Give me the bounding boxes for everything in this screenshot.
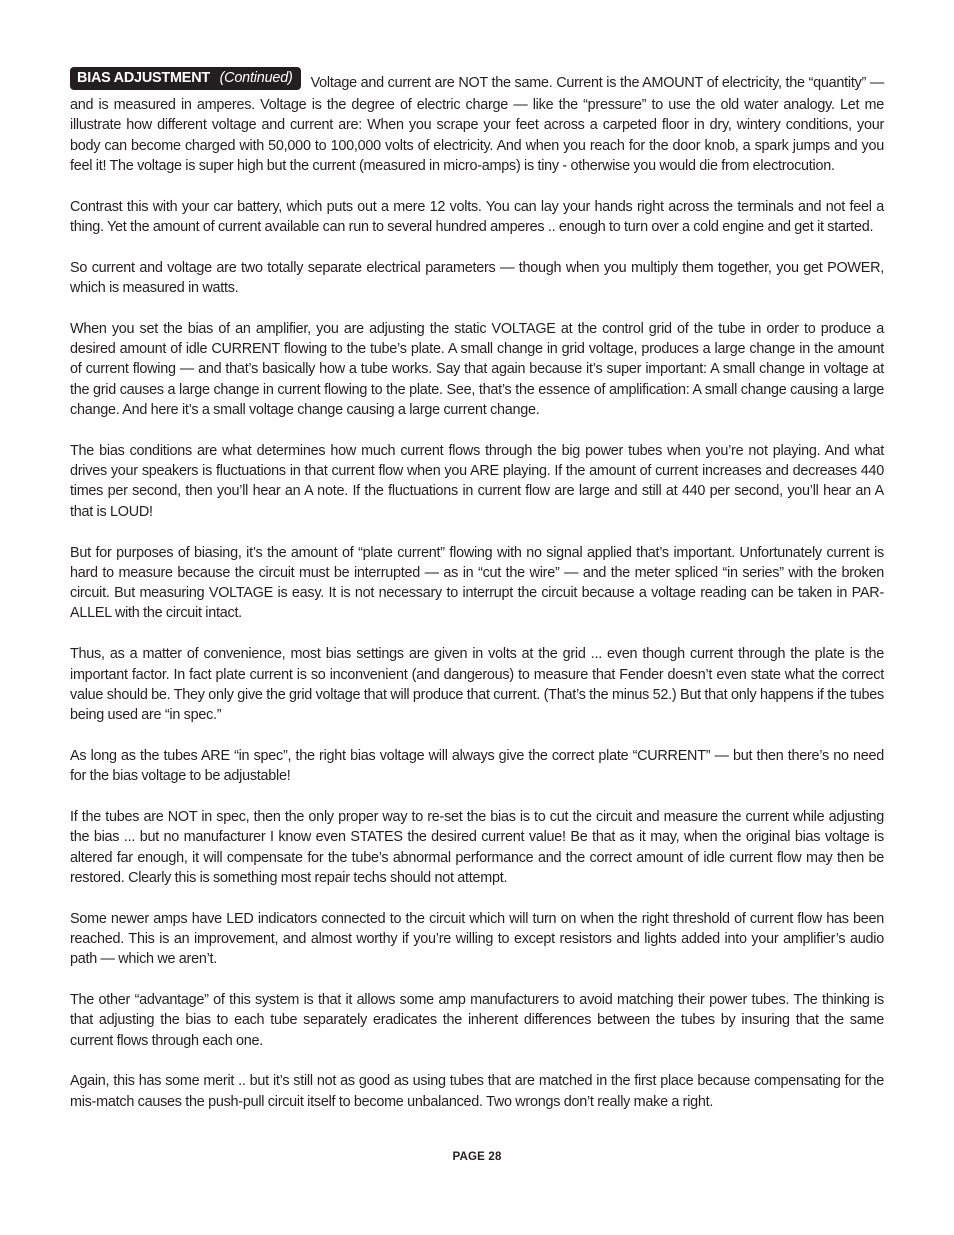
section-title: BIAS ADJUSTMENT [77, 70, 210, 86]
paragraph-8: As long as the tubes ARE “in spec”, the right bias voltage will always give the correct plate “CURRENT” — but then there’s no need for the bias voltage to be adjustable! [70, 747, 884, 785]
paragraph-10: Some newer amps have LED indicators connected to the circuit which will turn on when the right threshold of current flow has been reached. This is an improvement, and almost worthy if you’re willing to except resistors and lights added into your amplifier’s audio path — which we aren’t. [70, 910, 884, 968]
section-subtitle: (Continued) [219, 70, 293, 86]
paragraph-11: The other “advantage” of this system is that it allows some amp manufacturers to avoid matching their power tubes. The thinking is that adjusting the bias to each tube separately eradicates the inherent differences between the tubes by insuring that the same current flows through each one. [70, 992, 884, 1049]
paragraph-1-text: Voltage and current are NOT the same. Current is the AMOUNT of electricity, the “quantity” — and is measured in amperes. Voltage is the degree of electric charge — like the “pressure” to use the old water analogy. Let me illustrate how different voltage and current are: When you scrape your feet across a carpeted floor in dry, wintery conditions, your body can become charged with 50,000 to 100,000 volts of electricity. And when you reach for the door knob, a spark jumps and you feel it! The voltage is super high but the current (measured in micro-amps) is tiny - otherwise you would die from electrocution. [70, 75, 884, 174]
paragraph-2: Contrast this with your car battery, which puts out a mere 12 volts. You can lay your hands right across the terminals and not feel a thing. Yet the amount of current available can run to several hundred amperes .. enough to turn over a cold engine and get it started. [70, 198, 884, 235]
section-header-badge [70, 67, 301, 90]
page-body [70, 72, 884, 1133]
paragraph-5: The bias conditions are what determines how much current flows through the big power tubes when you’re not playing. And what drives your speakers is fluctuations in that current flow when you ARE playing. If the amount of current increases and decreases 440 times per second, then you’ll hear an A note. If the fluctuations in current flow are large and still at 440 per second, you’ll hear an A that is LOUD! [70, 442, 884, 520]
paragraph-12: Again, this has some merit .. but it’s still not as good as using tubes that are matched in the first place because compensating for the mis-match causes the push-pull circuit itself to become unbalanced. Two wrongs don’t really make a right. [70, 1073, 884, 1110]
paragraph-9: If the tubes are NOT in spec, then the only proper way to re-set the bias is to cut the circuit and measure the current while adjusting the bias ... but no manufacturer I know even STATES the desired current value! Be that as it may, when the original bias voltage is altered far enough, it will compensate for the tube’s abnormal performance and the correct amount of idle current flow may then be restored. Clearly this is something most repair techs should not attempt. [70, 809, 884, 886]
paragraph-7: Thus, as a matter of convenience, most bias settings are given in volts at the grid ... even though current through the plate is the important factor. In fact plate current is so inconvenient (and dangerous) to measure that Fender doesn’t even state what the correct value should be. They only give the grid voltage that will produce that current. (That’s the minus 52.) But that only happens if the tubes being used are “in spec.” [70, 646, 884, 724]
paragraph-3: So current and voltage are two totally separate electrical parameters — though when you multiply them together, you get POWER, which is measured in watts. [70, 259, 884, 297]
page-number: PAGE 28 [452, 1151, 502, 1163]
paragraph-6: But for purposes of biasing, it’s the amount of “plate current” flowing with no signal applied that’s important. Unfortunately current is hard to measure because the circuit must be interrupted — as in “cut the wire” — and the meter spliced “in series” with the broken circuit. But measuring VOLTAGE is easy. It is not necessary to interrupt the circuit because a voltage reading can be taken in PAR-ALLEL with the circuit intact. [70, 544, 884, 622]
paragraph-1 [70, 72, 884, 176]
paragraph-4: When you set the bias of an amplifier, you are adjusting the static VOLTAGE at the control grid of the tube in order to produce a desired amount of idle CURRENT flowing to the tube’s plate. A small change in grid voltage, produces a large change in the amount of current flowing — and that’s basically how a tube works. Say that again because it’s super important: A small change in voltage at the grid causes a large change in current flowing to the plate. See, that’s the essence of amplification: A small change causing a large change. And here it’s a small voltage change causing a large current change. [70, 320, 884, 419]
